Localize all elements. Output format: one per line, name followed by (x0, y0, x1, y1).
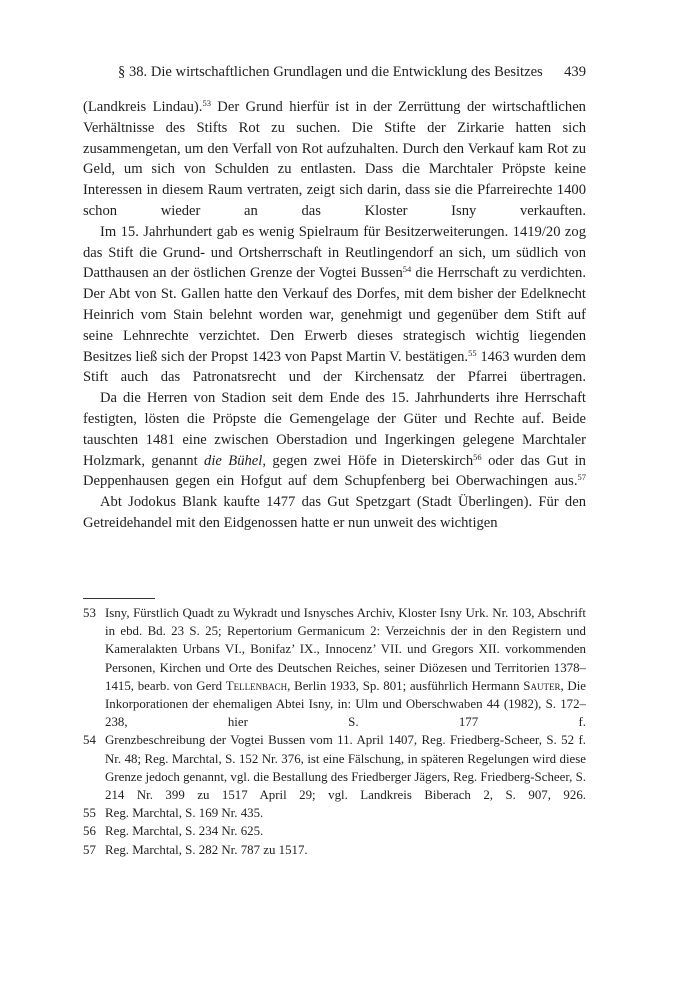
footnote-56 (83, 822, 586, 840)
footnote-53-text-a: Isny, Fürstlich Quadt zu Wykradt und Isnysches Archiv, Kloster Isny Urk. Nr. 103, Abschrift in ebd. Bd. 23 S. 25; Repertorium Germanicum 2: Verzeichnis der in den Registern und Kameralakten Urbans VI., Bonifaz’ IX., Innocenz’ VII. und Gregors XII. vorkommenden Personen, Kirchen und Orte des Deutschen Reiches, seiner Diözesen und Territorien 1378–1415, bearb. von Gerd (105, 606, 586, 693)
footnote-separator (83, 598, 155, 599)
author-name: Sauter (523, 678, 561, 693)
author-name: Tellenbach (225, 678, 288, 693)
footnote-53-text-b: , Berlin 1933, Sp. 801; ausführlich Hermann (287, 678, 524, 693)
paragraph-1-text-a: (Landkreis Lindau). (83, 99, 203, 115)
footnote-text: Reg. Marchtal, S. 234 Nr. 625. (105, 824, 264, 839)
footnote-ref-57[interactable]: 57 (577, 472, 586, 483)
paragraph-3-text-a: Da die Herren von Stadion seit dem Ende des 15. Jahrhunderts ihre Herrschaft festigten, lösten die Pröpste die Gemengelage der Güter und Rechte auf. Beide tauschten 1481 eine zwischen Oberstadion und Ingerkingen gelegene Marchtaler Holzmark, genannt (83, 390, 586, 469)
page-number: 439 (564, 64, 586, 80)
paragraph-2-text-b: die Herrschaft zu verdichten. Der Abt von St. Gallen hatte den Verkauf des Dorfes, mit dem bisher der Edelknecht Heinrich vom Stain belehnt worden war, genehmigt und gegenüber dem Stift auf seine Lehnrechte verzichtet. Den Erwerb dieses strategisch wichtig liegenden Besitzes ließ sich der Propst 1423 von Papst Martin V. bestätigen. (83, 265, 586, 365)
footnote-number: 53 (83, 606, 96, 620)
footnote-number: 56 (83, 824, 96, 839)
footnote-ref-53[interactable]: 53 (202, 98, 211, 108)
footnote-57 (83, 841, 586, 859)
paragraph-4: Abt Jodokus Blank kaufte 1477 das Gut Spetzgart (Stadt Überlingen). Für den Getreidehandel mit den Eidgenossen hatte er nun unweit des wichtigen (83, 494, 586, 531)
footnote-55 (83, 804, 586, 822)
footnote-53-text-c: , Die Inkorporationen der ehemaligen Abtei Isny, in: Ulm und Oberschwaben 44 (1982), S. 172–238, hier S. 177 f. (105, 678, 586, 730)
paragraph-1 (83, 97, 586, 222)
footnote-text: Grenzbeschreibung der Vogtei Bussen vom 11. April 1407, Reg. Friedberg-Scheer, S. 52 f. Nr. 48; Reg. Marchtal, S. 152 Nr. 376, ist eine Fälschung, in späteren Regelungen wird diese Grenze jedoch genannt, vgl. die Bestallung des Friedberger Jägers, Reg. Friedberg-Scheer, S. 214 Nr. 399 zu 1517 April 29; vgl. Landkreis Biberach 2, S. 907, 926. (105, 733, 586, 803)
footnote-text: Reg. Marchtal, S. 282 Nr. 787 zu 1517. (105, 842, 308, 857)
paragraph-3-italic: die Bühel (204, 452, 263, 469)
footnote-ref-56[interactable]: 56 (473, 451, 482, 462)
paragraph-1-text-b: Der Grund hierfür ist in der Zerrüttung der wirtschaftlichen Verhältnisse des Stifts Rot zu suchen. Die Stifte der Zirkarie hatten sich zusammengetan, um den Verfall von Rot aufzuhalten. Durch den Verkauf kam Rot zu Geld, um sich von Schulden zu entlasten. Dass die Marchtaler Pröpste keine Interessen in diesem Raum vertraten, zeigt sich darin, dass sie die Pfarreirechte 1400 schon wieder an das Kloster Isny verkauften. (83, 99, 586, 219)
footnote-text (105, 604, 586, 731)
footnote-54 (83, 731, 586, 804)
paragraph-2-text-c: 1463 wurden dem Stift auch das Patronatsrecht und der Kirchensatz der Pfarrei übertragen. (83, 348, 586, 386)
footnote-number: 57 (83, 842, 96, 857)
paragraph-3-text-b: , gegen zwei Höfe in Dieterskirch (262, 452, 474, 469)
paragraph-3 (83, 388, 586, 492)
footnote-number: 54 (83, 733, 96, 748)
footnotes (83, 604, 586, 859)
footnote-ref-54[interactable]: 54 (402, 264, 412, 275)
paragraph-3-text-c: oder das Gut in Deppenhausen gegen ein Hofgut auf dem Schupfenberg bei Oberwachingen aus. (83, 452, 586, 490)
paragraph-2-text-a: Im 15. Jahrhundert gab es wenig Spielraum für Besitzerweiterungen. 1419/20 zog das Stift die Grund- und Ortsherrschaft in Reutlingendorf an sich, um südlich von Datthausen an der östlichen Grenze der Vogtei Bussen (83, 223, 586, 282)
body-text (83, 97, 586, 534)
paragraph-2 (83, 222, 586, 388)
footnote-53 (83, 604, 586, 731)
running-head: § 38. Die wirtschaftlichen Grundlagen und die Entwicklung des Besitzes (118, 64, 543, 80)
footnote-text: Reg. Marchtal, S. 169 Nr. 435. (105, 806, 264, 821)
footnote-ref-55[interactable]: 55 (468, 347, 477, 358)
footnote-number: 55 (83, 806, 96, 821)
